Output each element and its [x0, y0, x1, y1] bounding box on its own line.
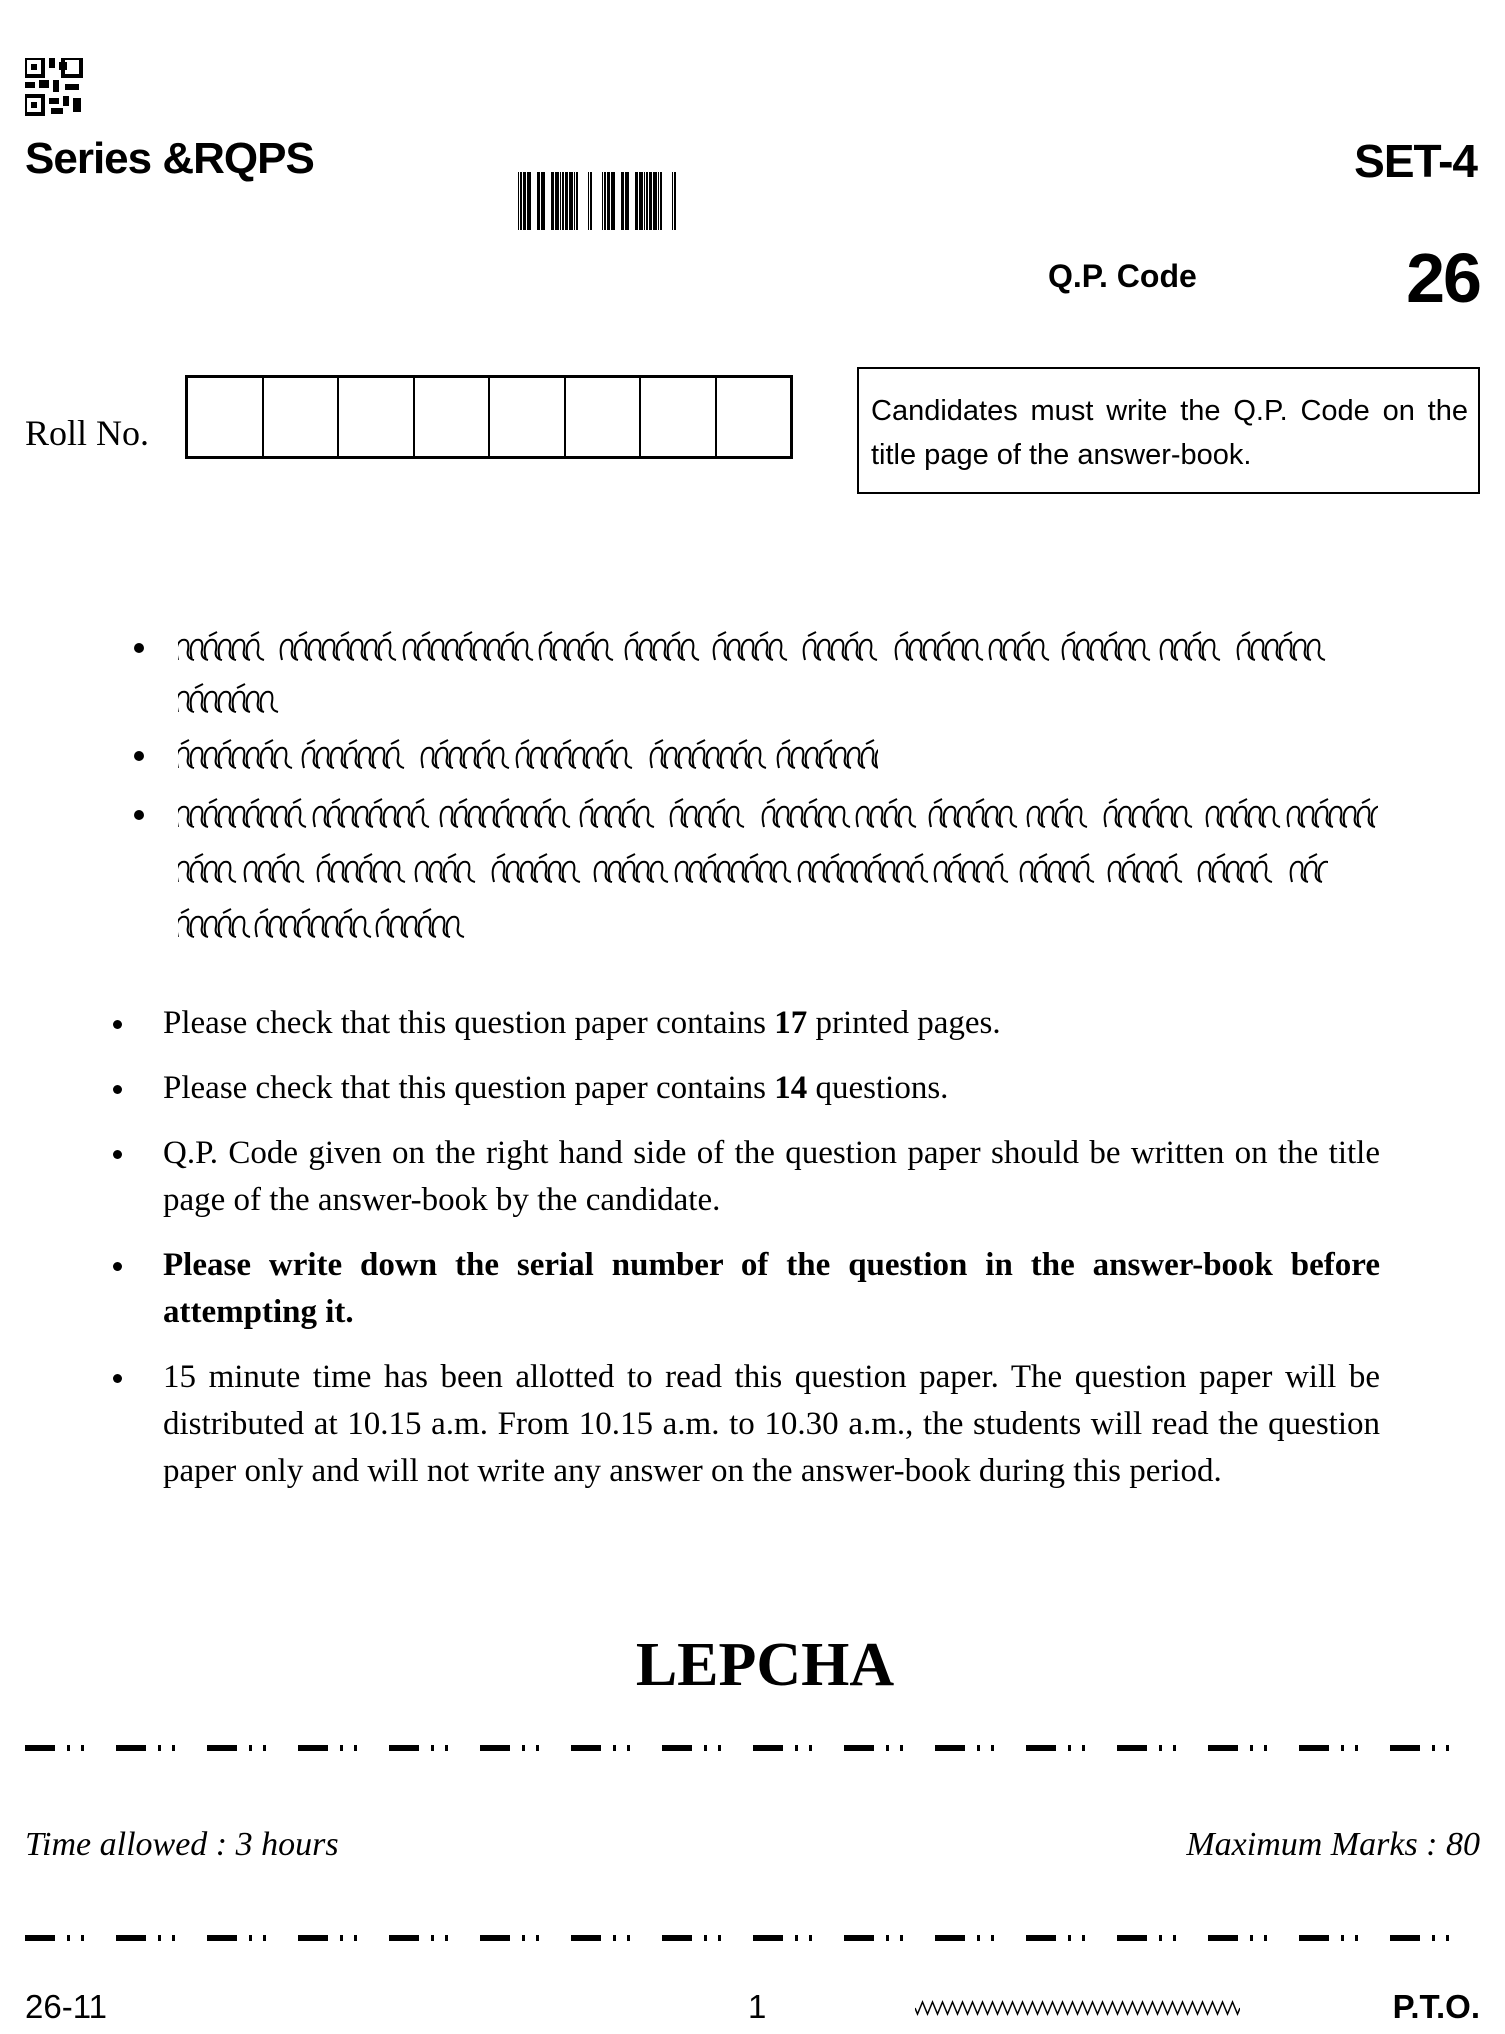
dot [431, 1745, 434, 1751]
lepcha-glyph [256, 909, 371, 937]
lepcha-glyph [1161, 632, 1220, 660]
dot [536, 1745, 539, 1751]
lepcha-glyph [930, 799, 1017, 827]
barcode-bar [574, 172, 575, 230]
dot [67, 1935, 70, 1941]
barcode-bar [537, 172, 540, 230]
barcode-bar [639, 172, 643, 230]
lepcha-glyph [1238, 632, 1325, 660]
lepcha-script-line [178, 680, 298, 720]
dot [795, 1935, 798, 1941]
dash [207, 1745, 237, 1751]
lepcha-glyph [1207, 799, 1280, 827]
lepcha-glyph [281, 632, 396, 660]
dash [480, 1935, 510, 1941]
dash [1117, 1745, 1147, 1751]
bullet [134, 810, 144, 820]
lepcha-glyph [404, 632, 533, 660]
dot [1068, 1745, 1071, 1751]
dash [480, 1745, 510, 1751]
dot [1341, 1745, 1344, 1751]
dot [249, 1745, 252, 1751]
lepcha-glyph [778, 740, 878, 768]
dash [1117, 1935, 1147, 1941]
qp-code-label: Q.P. Code [1048, 258, 1197, 294]
dot [1250, 1935, 1253, 1941]
dot [1432, 1935, 1435, 1941]
barcode-bar [625, 172, 629, 230]
dash [571, 1745, 601, 1751]
lepcha-glyph [1288, 799, 1378, 827]
dash [1390, 1745, 1420, 1751]
barcode-bar [518, 172, 519, 230]
roll-no-cell[interactable] [415, 378, 491, 456]
dash [116, 1745, 146, 1751]
lepcha-glyph [714, 632, 787, 660]
lepcha-glyph [763, 799, 850, 827]
dash [1026, 1935, 1056, 1941]
lepcha-glyph [935, 854, 1008, 882]
dot [900, 1745, 903, 1751]
lepcha-glyph [1199, 854, 1272, 882]
dot [158, 1745, 161, 1751]
dot [1082, 1745, 1085, 1751]
series-label: Series &RQPS [25, 134, 314, 183]
lepcha-glyph [540, 632, 613, 660]
dot [613, 1935, 616, 1941]
lepcha-script-line [178, 736, 878, 776]
dot [809, 1745, 812, 1751]
dot [1446, 1745, 1449, 1751]
lepcha-glyph [178, 799, 306, 827]
dot [340, 1745, 343, 1751]
dash [662, 1935, 692, 1941]
barcode-bar [672, 172, 673, 230]
dot [886, 1935, 889, 1941]
lepcha-glyph [416, 854, 475, 882]
roll-no-cell[interactable] [339, 378, 415, 456]
dot [354, 1745, 357, 1751]
lepcha-glyph [314, 799, 429, 827]
dot [263, 1935, 266, 1941]
dash [389, 1745, 419, 1751]
divider [25, 1934, 1480, 1942]
time-allowed: Time allowed : 3 hours [25, 1826, 339, 1863]
barcode-bar [658, 172, 659, 230]
dash [844, 1935, 874, 1941]
lepcha-glyph [1105, 799, 1192, 827]
barcode-bar [520, 172, 522, 230]
lepcha-script-line [178, 905, 488, 945]
lepcha-glyph [581, 799, 654, 827]
dot [1173, 1745, 1176, 1751]
divider [25, 1744, 1480, 1752]
roll-no-label: Roll No. [25, 413, 150, 453]
lepcha-glyph [799, 854, 928, 882]
barcode-bar [611, 172, 615, 230]
lepcha-glyph [1109, 854, 1182, 882]
instructions-list [110, 1000, 1380, 1513]
dot [1068, 1935, 1071, 1941]
dash [1026, 1745, 1056, 1751]
lepcha-glyph [493, 854, 580, 882]
dash [298, 1745, 328, 1751]
dash [298, 1935, 328, 1941]
barcode-bar [576, 172, 578, 230]
dash [753, 1935, 783, 1941]
barcode-bar [660, 172, 662, 230]
dash [1208, 1745, 1238, 1751]
lepcha-glyph [857, 799, 916, 827]
bullet [134, 751, 144, 761]
wavy-line-icon [915, 2000, 1240, 2016]
lepcha-glyph [804, 632, 877, 660]
barcode-bar [635, 172, 638, 230]
barcode-bar [674, 172, 676, 230]
barcode-bar [565, 172, 568, 230]
dot [445, 1935, 448, 1941]
roll-no-boxes[interactable] [185, 375, 793, 459]
barcode-bar [569, 172, 573, 230]
lepcha-glyph [1063, 632, 1150, 660]
dash [662, 1745, 692, 1751]
dot [718, 1745, 721, 1751]
dot [718, 1935, 721, 1941]
dot [81, 1745, 84, 1751]
dot [1264, 1935, 1267, 1941]
lepcha-script-line [178, 795, 1378, 835]
dash [207, 1935, 237, 1941]
qp-code-value: 26 [1406, 239, 1480, 317]
dash [25, 1935, 55, 1941]
roll-no-cell[interactable] [264, 378, 340, 456]
set-label: SET-4 [1354, 135, 1477, 187]
bullet [134, 643, 144, 653]
dot [991, 1935, 994, 1941]
lepcha-script-line [178, 850, 1328, 890]
barcode-bar [646, 172, 648, 230]
dash [753, 1745, 783, 1751]
dot [445, 1745, 448, 1751]
barcode-bar [602, 172, 603, 230]
barcode-bar [621, 172, 624, 230]
dot [1355, 1935, 1358, 1941]
dot [1341, 1935, 1344, 1941]
subject-title: LEPCHA [635, 1631, 895, 1699]
dot [627, 1935, 630, 1941]
dot [991, 1745, 994, 1751]
dot [354, 1935, 357, 1941]
dash [389, 1935, 419, 1941]
lepcha-glyph [1291, 854, 1328, 882]
dot [977, 1745, 980, 1751]
dot [1432, 1745, 1435, 1751]
dot [613, 1745, 616, 1751]
roll-no-cell[interactable] [717, 378, 791, 456]
dot [1173, 1935, 1176, 1941]
lepcha-glyph [245, 854, 304, 882]
dash [116, 1935, 146, 1941]
dot [809, 1935, 812, 1941]
roll-no-cell[interactable] [641, 378, 717, 456]
dot [886, 1745, 889, 1751]
lepcha-glyph [990, 632, 1049, 660]
lepcha-glyph [651, 740, 766, 768]
dot [158, 1935, 161, 1941]
instruction-item: 15 minute time has been allotted to read this question paper. The question paper will be distributed at 10.15 a.m. From 10.15 a.m. to 10.30 a.m., the students will read the question paper only and will not write any answer on the answer-book during this period. [110, 1354, 1380, 1495]
barcode-bar [644, 172, 645, 230]
barcode-bar [562, 172, 564, 230]
lepcha-glyph [178, 909, 250, 937]
barcode-bar [653, 172, 657, 230]
lepcha-glyph [1028, 799, 1087, 827]
dot [67, 1745, 70, 1751]
lepcha-glyph [626, 632, 699, 660]
lepcha-script-line [178, 628, 1358, 668]
dash [25, 1745, 55, 1751]
instruction-item: Please check that this question paper contains 14 questions. [110, 1065, 1380, 1112]
qp-code-instruction-box [857, 367, 1480, 494]
dot [977, 1935, 980, 1941]
barcode-bar [560, 172, 561, 230]
dash [1299, 1935, 1329, 1941]
lepcha-glyph [303, 740, 404, 768]
lepcha-glyph [377, 909, 464, 937]
dash [935, 1745, 965, 1751]
dot [1264, 1745, 1267, 1751]
dot [1250, 1745, 1253, 1751]
pto-label: P.T.O. [1392, 1988, 1480, 2025]
dash [1390, 1935, 1420, 1941]
barcode-bar [541, 172, 545, 230]
qp-code-instruction: Candidates must write the Q.P. Code on the title page of the answer-book. [871, 395, 1468, 471]
barcode-bar [590, 172, 592, 230]
instruction-item: Q.P. Code given on the right hand side of the question paper should be written on the title page of the answer-book by the candidate. [110, 1130, 1380, 1224]
dot [249, 1935, 252, 1941]
dot [1159, 1935, 1162, 1941]
dot [1082, 1935, 1085, 1941]
dot [522, 1745, 525, 1751]
lepcha-glyph [676, 854, 791, 882]
footer-code: 26-11 [25, 1988, 107, 2025]
lepcha-glyph [422, 740, 509, 768]
dot [172, 1935, 175, 1941]
dot [522, 1935, 525, 1941]
barcode-icon [518, 172, 686, 230]
dash [935, 1935, 965, 1941]
page-number: 1 [748, 1988, 767, 2025]
dash [844, 1745, 874, 1751]
lepcha-glyph [517, 740, 632, 768]
barcode-bar [555, 172, 559, 230]
barcode-bar [523, 172, 526, 230]
lepcha-glyph [896, 632, 983, 660]
lepcha-glyph [318, 854, 405, 882]
barcode-bar [649, 172, 652, 230]
dot [172, 1745, 175, 1751]
lepcha-glyph [178, 684, 278, 712]
barcode-bar [588, 172, 589, 230]
dot [1446, 1935, 1449, 1941]
dot [263, 1745, 266, 1751]
dot [536, 1935, 539, 1941]
lepcha-glyph [671, 799, 744, 827]
dot [704, 1745, 707, 1751]
instruction-item: Please write down the serial number of the question in the answer-book before attempting it. [110, 1242, 1380, 1336]
roll-no-cell[interactable] [566, 378, 642, 456]
dot [627, 1745, 630, 1751]
dot [704, 1935, 707, 1941]
barcode-bar [604, 172, 606, 230]
dot [795, 1745, 798, 1751]
lepcha-glyph [1021, 854, 1094, 882]
maximum-marks: Maximum Marks : 80 [1186, 1826, 1480, 1863]
barcode-bar [551, 172, 554, 230]
dot [81, 1935, 84, 1941]
roll-no-cell[interactable] [188, 378, 264, 456]
lepcha-glyph [178, 632, 264, 660]
dot [340, 1935, 343, 1941]
dash [1208, 1935, 1238, 1941]
lepcha-glyph [441, 799, 570, 827]
roll-no-cell[interactable] [490, 378, 566, 456]
barcode-bar [607, 172, 610, 230]
dash [1299, 1745, 1329, 1751]
dot [431, 1935, 434, 1941]
lepcha-glyph [595, 854, 668, 882]
dash [571, 1935, 601, 1941]
dot [900, 1935, 903, 1941]
barcode-bar [527, 172, 531, 230]
qr-code-icon [25, 58, 83, 116]
dot [1355, 1745, 1358, 1751]
lepcha-glyph [178, 740, 292, 768]
dot [1159, 1745, 1162, 1751]
instruction-item: Please check that this question paper contains 17 printed pages. [110, 1000, 1380, 1047]
lepcha-glyph [178, 854, 236, 882]
